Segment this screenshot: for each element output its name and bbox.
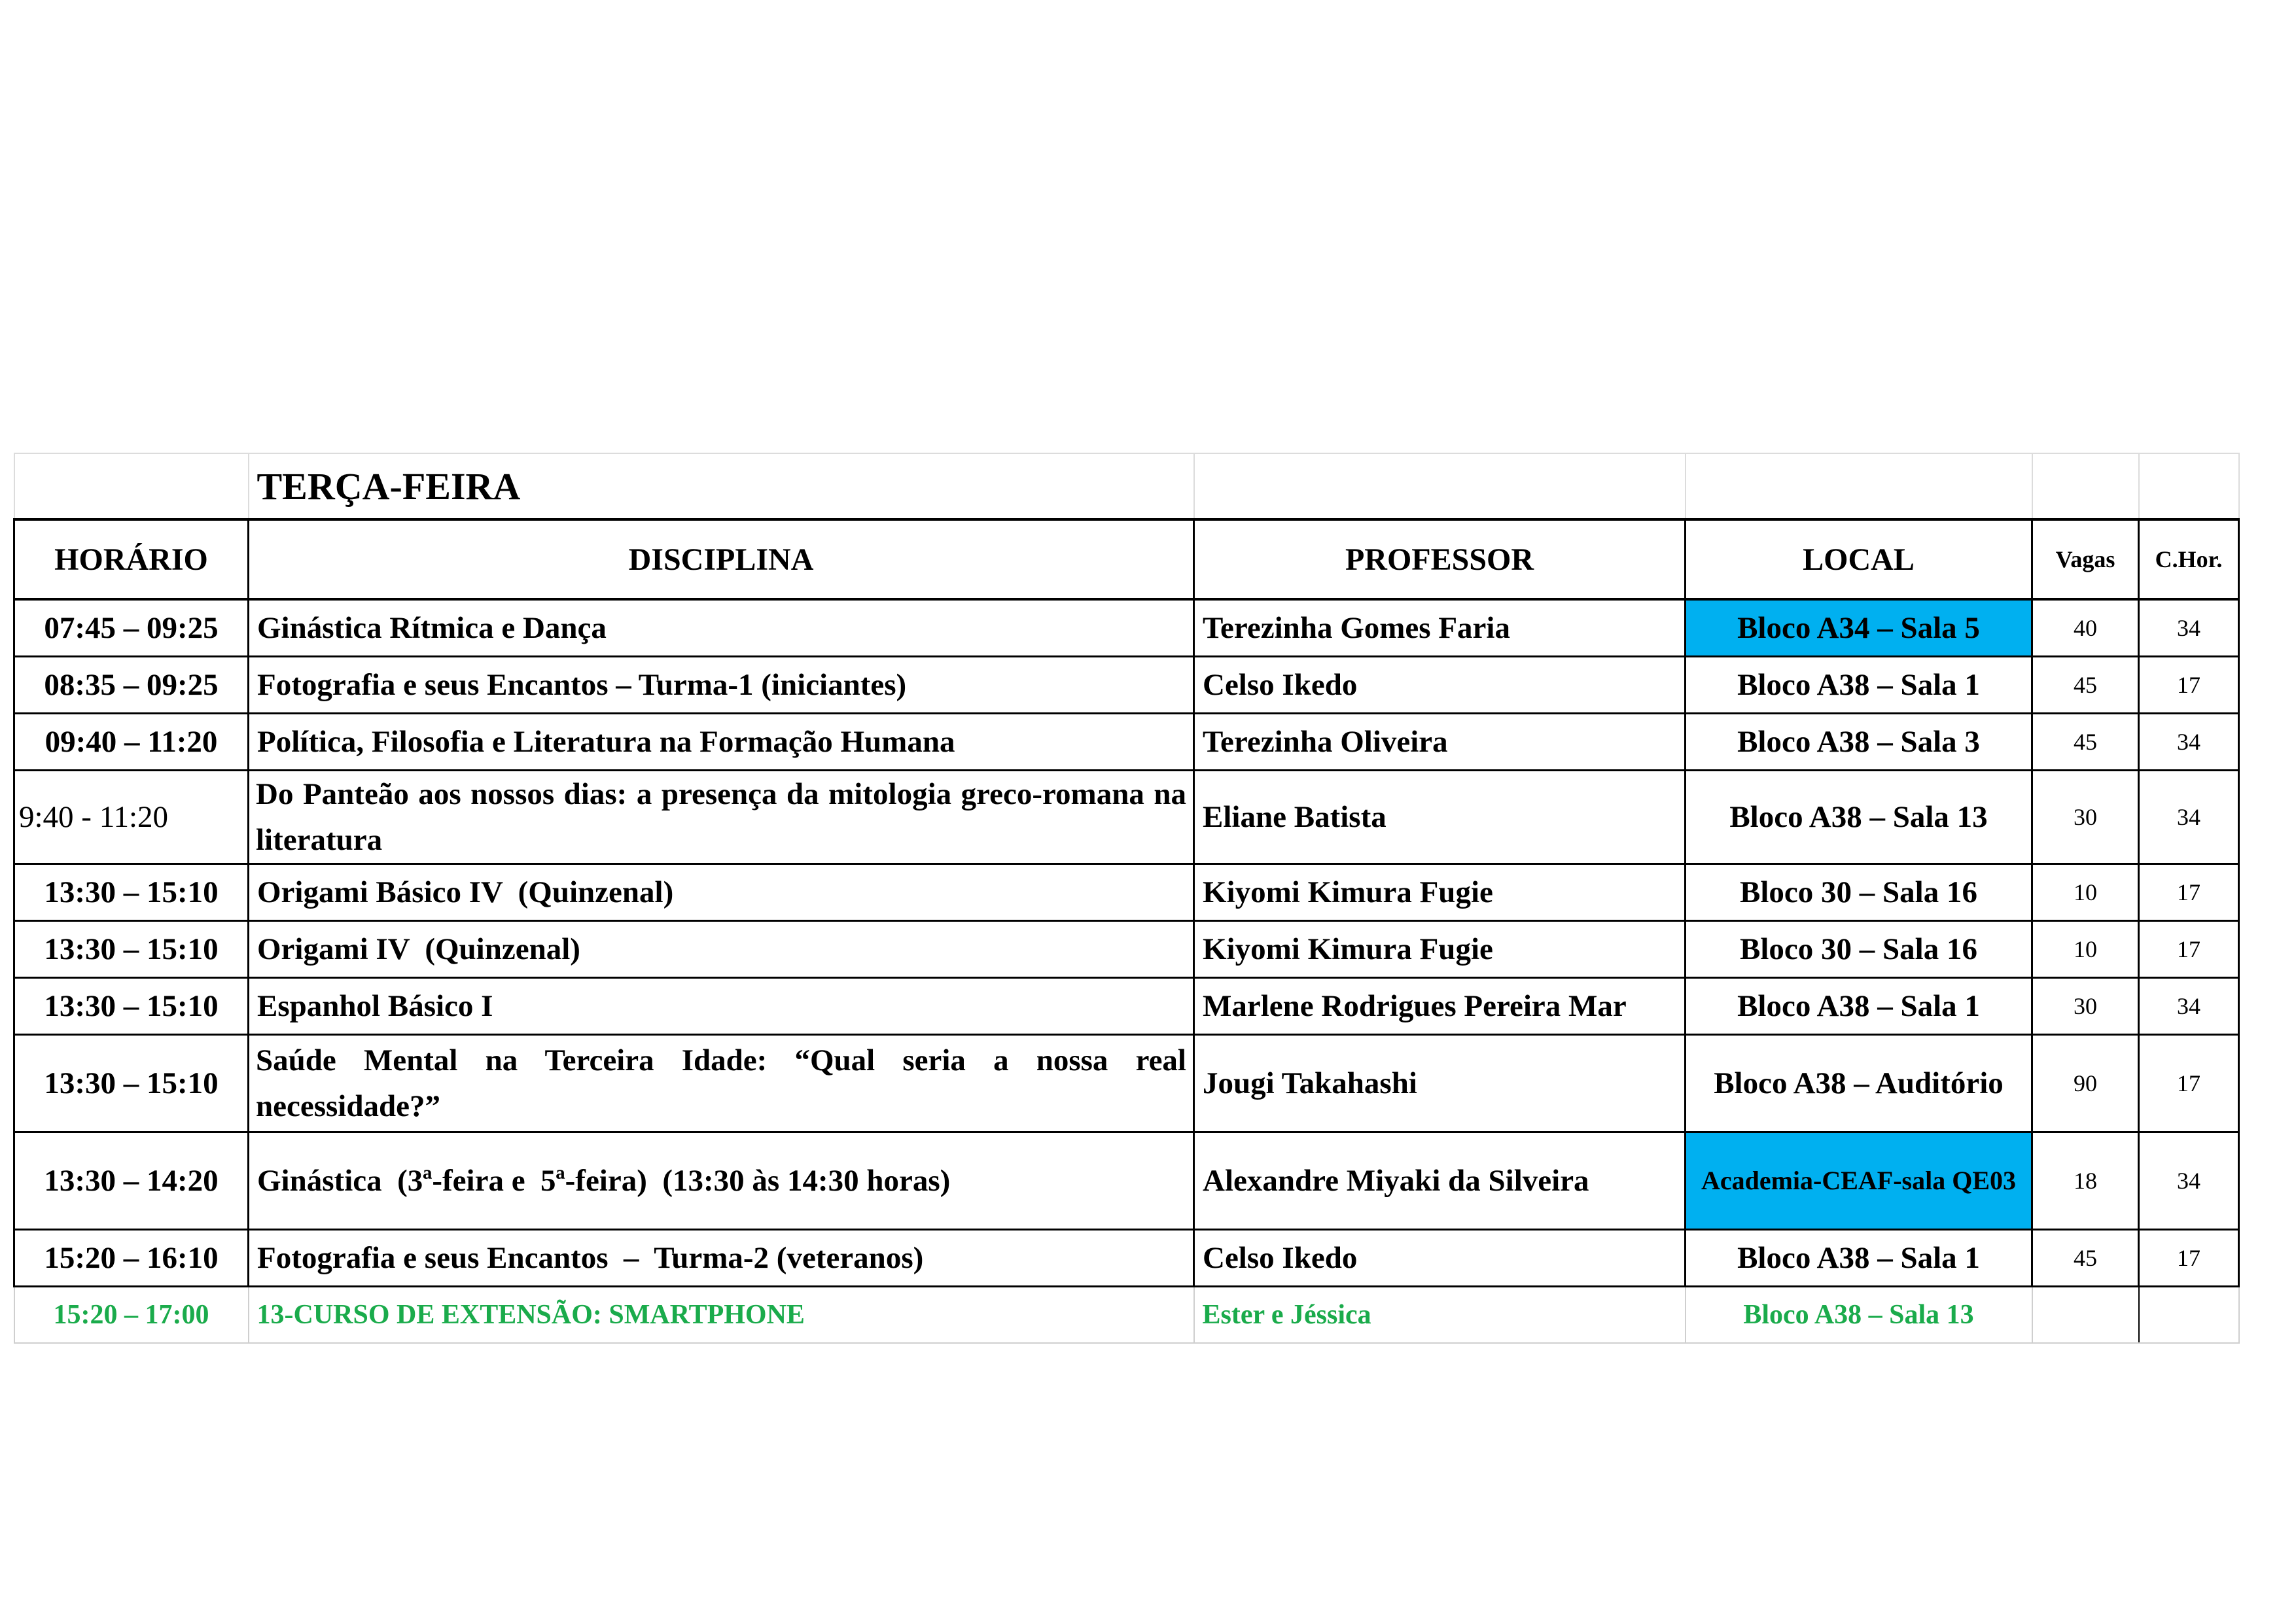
cell-vagas: 18 — [2032, 1132, 2139, 1230]
title-row — [14, 453, 2239, 519]
cell-chor: 17 — [2139, 1035, 2239, 1132]
cell-horario: 13:30 – 15:10 — [14, 978, 249, 1035]
cell-professor: Terezinha Oliveira — [1194, 714, 1686, 771]
header-horario: HORÁRIO — [14, 519, 249, 599]
cell-vagas: 45 — [2032, 714, 2139, 771]
cell-horario: 13:30 – 15:10 — [14, 921, 249, 978]
header-disciplina: DISCIPLINA — [249, 519, 1194, 599]
cell-disciplina: Ginástica (3ª-feira e 5ª-feira) (13:30 às 14:30 horas) — [249, 1132, 1194, 1230]
table-row — [14, 978, 2239, 1035]
header-row — [14, 519, 2239, 599]
cell-professor: Alexandre Miyaki da Silveira — [1194, 1132, 1686, 1230]
title-blank-cell — [2032, 453, 2139, 519]
cell-local: Bloco A38 – Sala 13 — [1686, 1287, 2032, 1344]
title-blank-cell — [1686, 453, 2032, 519]
cell-professor: Terezinha Gomes Faria — [1194, 599, 1686, 657]
cell-chor: 34 — [2139, 599, 2239, 657]
cell-vagas — [2032, 1287, 2139, 1344]
schedule-sheet — [13, 453, 2238, 1344]
cell-professor: Celso Ikedo — [1194, 1230, 1686, 1287]
cell-local: Academia-CEAF-sala QE03 — [1686, 1132, 2032, 1230]
header-vagas: Vagas — [2032, 519, 2139, 599]
table-row — [14, 714, 2239, 771]
table-row — [14, 1230, 2239, 1287]
cell-disciplina: Saúde Mental na Terceira Idade: “Qual seria a nossa real necessidade?” — [249, 1035, 1194, 1132]
cell-horario: 08:35 – 09:25 — [14, 657, 249, 714]
cell-professor: Ester e Jéssica — [1194, 1287, 1686, 1344]
cell-horario: 15:20 – 16:10 — [14, 1230, 249, 1287]
cell-horario: 13:30 – 15:10 — [14, 1035, 249, 1132]
cell-horario: 07:45 – 09:25 — [14, 599, 249, 657]
table-row — [14, 864, 2239, 921]
cell-disciplina: Ginástica Rítmica e Dança — [249, 599, 1194, 657]
cell-local: Bloco A38 – Sala 3 — [1686, 714, 2032, 771]
cell-local: Bloco A38 – Sala 13 — [1686, 771, 2032, 864]
cell-vagas: 30 — [2032, 978, 2139, 1035]
cell-professor: Jougi Takahashi — [1194, 1035, 1686, 1132]
cell-professor: Kiyomi Kimura Fugie — [1194, 864, 1686, 921]
cell-horario: 9:40 - 11:20 — [14, 771, 249, 864]
cell-chor: 34 — [2139, 714, 2239, 771]
table-row-extension — [14, 1287, 2239, 1344]
cell-disciplina: Origami Básico IV (Quinzenal) — [249, 864, 1194, 921]
title-blank-cell — [2139, 453, 2239, 519]
header-professor: PROFESSOR — [1194, 519, 1686, 599]
cell-chor: 34 — [2139, 978, 2239, 1035]
cell-local: Bloco 30 – Sala 16 — [1686, 921, 2032, 978]
cell-chor — [2139, 1287, 2239, 1344]
cell-horario: 13:30 – 14:20 — [14, 1132, 249, 1230]
cell-horario: 15:20 – 17:00 — [14, 1287, 249, 1344]
cell-disciplina: Do Panteão aos nossos dias: a presença da mitologia greco-romana na literatura — [249, 771, 1194, 864]
header-local: LOCAL — [1686, 519, 2032, 599]
title-blank-cell — [1194, 453, 1686, 519]
cell-disciplina: Origami IV (Quinzenal) — [249, 921, 1194, 978]
cell-disciplina: Fotografia e seus Encantos – Turma-2 (veteranos) — [249, 1230, 1194, 1287]
table-row — [14, 1132, 2239, 1230]
cell-professor: Celso Ikedo — [1194, 657, 1686, 714]
cell-chor: 17 — [2139, 864, 2239, 921]
cell-local: Bloco A38 – Sala 1 — [1686, 657, 2032, 714]
title-blank-cell — [14, 453, 249, 519]
cell-professor: Marlene Rodrigues Pereira Mar — [1194, 978, 1686, 1035]
table-row — [14, 771, 2239, 864]
cell-local: Bloco A38 – Sala 1 — [1686, 1230, 2032, 1287]
cell-professor: Eliane Batista — [1194, 771, 1686, 864]
schedule-table — [13, 453, 2240, 1344]
cell-disciplina: Política, Filosofia e Literatura na Formação Humana — [249, 714, 1194, 771]
header-chor: C.Hor. — [2139, 519, 2239, 599]
cell-horario: 13:30 – 15:10 — [14, 864, 249, 921]
cell-chor: 17 — [2139, 921, 2239, 978]
cell-vagas: 10 — [2032, 864, 2139, 921]
table-row — [14, 1035, 2239, 1132]
cell-vagas: 30 — [2032, 771, 2139, 864]
cell-vagas: 90 — [2032, 1035, 2139, 1132]
day-title: TERÇA-FEIRA — [249, 453, 1194, 519]
cell-local: Bloco A38 – Auditório — [1686, 1035, 2032, 1132]
cell-vagas: 40 — [2032, 599, 2139, 657]
cell-disciplina: 13-CURSO DE EXTENSÃO: SMARTPHONE — [249, 1287, 1194, 1344]
cell-chor: 34 — [2139, 1132, 2239, 1230]
cell-disciplina: Espanhol Básico I — [249, 978, 1194, 1035]
cell-chor: 17 — [2139, 657, 2239, 714]
cell-chor: 17 — [2139, 1230, 2239, 1287]
cell-vagas: 10 — [2032, 921, 2139, 978]
cell-local: Bloco A38 – Sala 1 — [1686, 978, 2032, 1035]
cell-horario: 09:40 – 11:20 — [14, 714, 249, 771]
cell-disciplina: Fotografia e seus Encantos – Turma-1 (iniciantes) — [249, 657, 1194, 714]
table-row — [14, 657, 2239, 714]
cell-local: Bloco A34 – Sala 5 — [1686, 599, 2032, 657]
cell-chor: 34 — [2139, 771, 2239, 864]
cell-professor: Kiyomi Kimura Fugie — [1194, 921, 1686, 978]
cell-local: Bloco 30 – Sala 16 — [1686, 864, 2032, 921]
table-row — [14, 599, 2239, 657]
table-row — [14, 921, 2239, 978]
cell-vagas: 45 — [2032, 657, 2139, 714]
cell-vagas: 45 — [2032, 1230, 2139, 1287]
